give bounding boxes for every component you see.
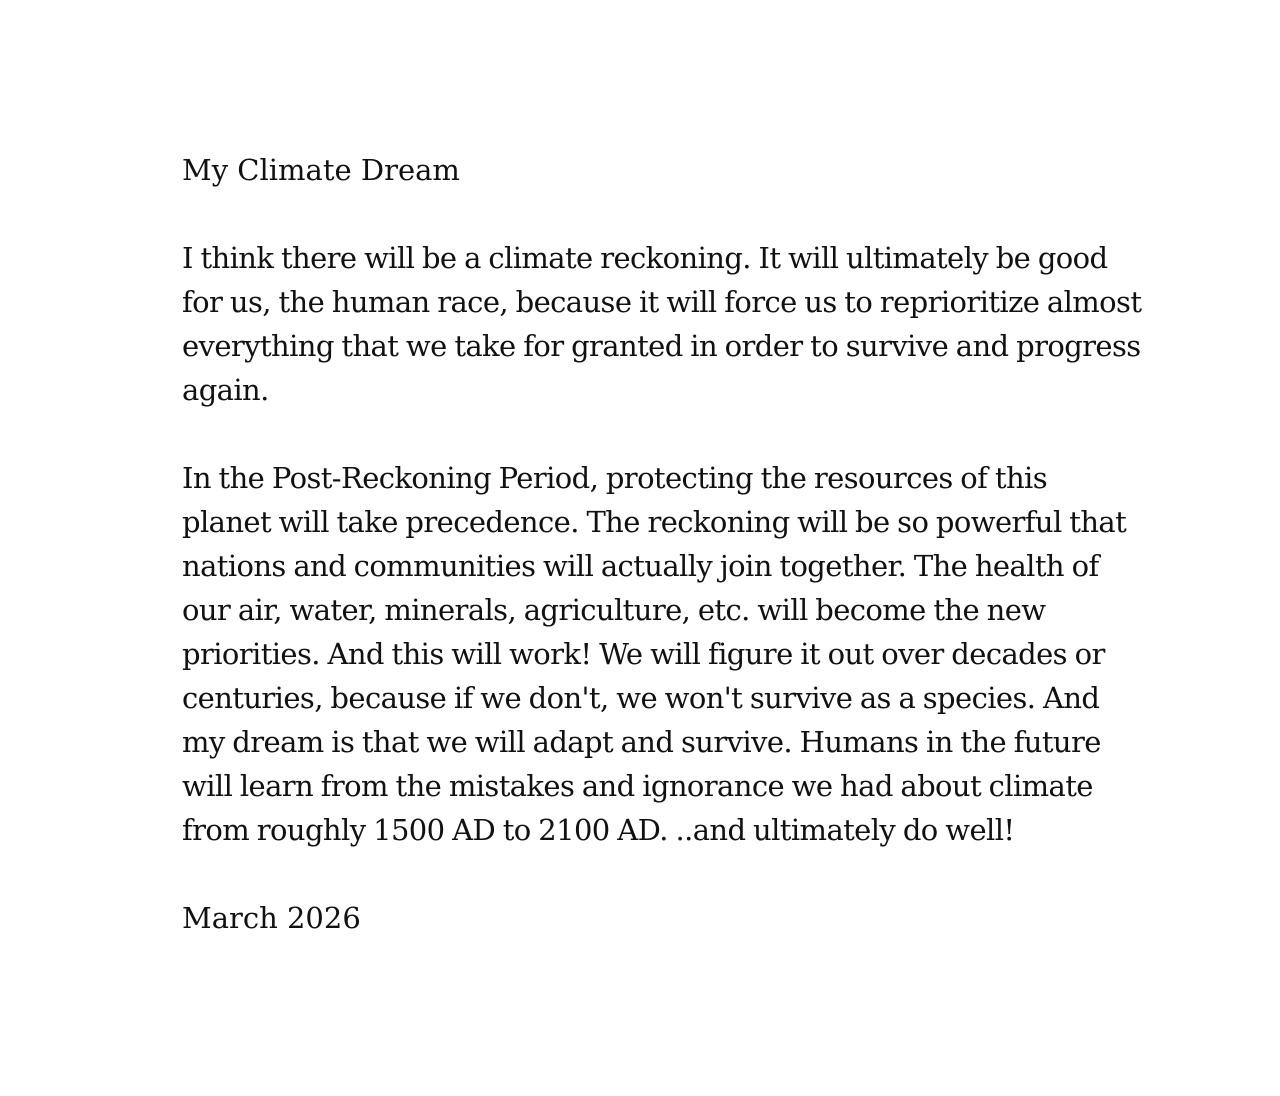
document-body [182, 148, 1142, 940]
document-title: My Climate Dream [182, 153, 460, 187]
document-date: March 2026 [182, 901, 361, 935]
paragraph-reckoning: I think there will be a climate reckoning. It will ultimately be good for us, the human race, because it will force us to reprioritize almost everything that we take for granted in order to survive and progress again. [182, 241, 1142, 407]
paragraph-post-reckoning: In the Post-Reckoning Period, protecting the resources of this planet will take precedence. The reckoning will be so powerful that nations and communities will actually join together. The health of our air, water, minerals, agriculture, etc. will become the new priorities. And this will work! We will figure it out over decades or centuries, because if we don't, we won't survive as a species. And my dream is that we will adapt and survive. Humans in the future will learn from the mistakes and ignorance we had about climate from roughly 1500 AD to 2100 AD. ..and ultimately do well! [182, 461, 1127, 847]
